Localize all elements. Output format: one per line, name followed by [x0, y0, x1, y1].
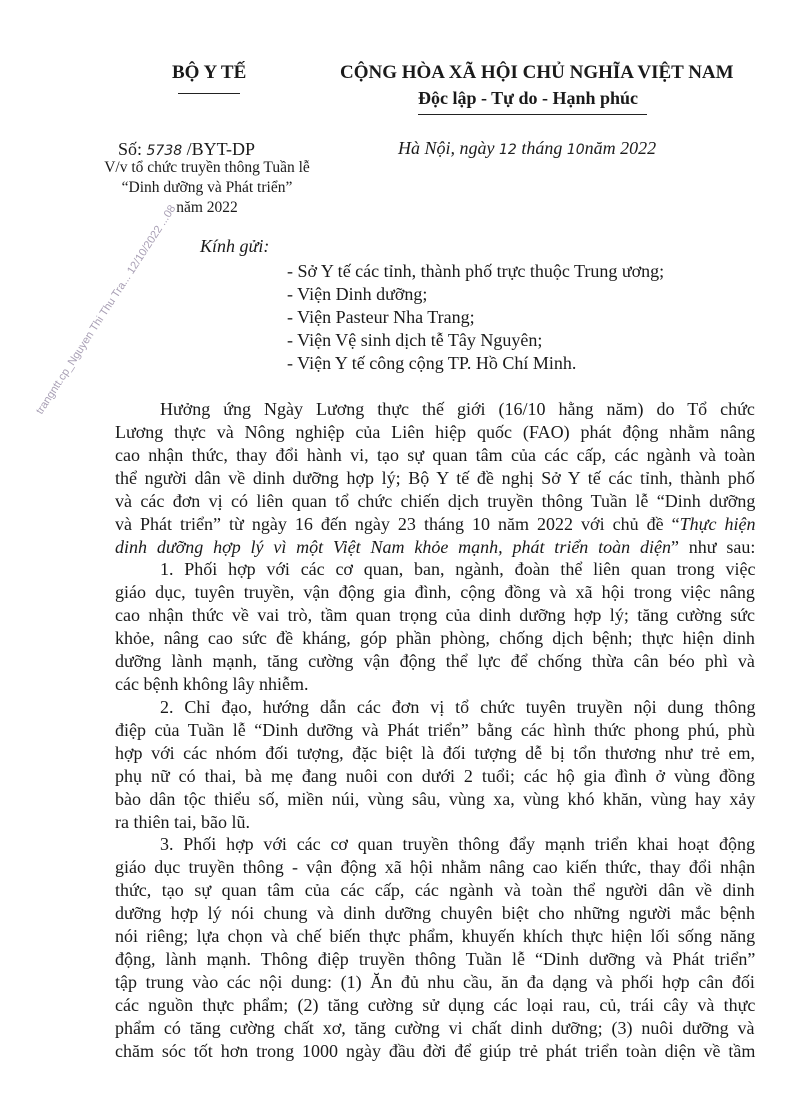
body-line: động, lành mạnh. Thông điệp truyền thông Tuần lễ “Dinh dưỡng và Phát triển”	[115, 949, 756, 969]
motto-underline	[418, 114, 647, 115]
body-line: các bệnh không lây nhiễm.	[115, 674, 309, 694]
number-suffix: /BYT-DP	[186, 139, 256, 159]
body-line: cao nhận thức về vai trò, tầm quan trọng của dinh dưỡng hợp lý; tăng cường sức	[115, 605, 755, 625]
body-line: các nguồn thực phẩm; (2) tăng cường sử dụng các loại rau, củ, trái cây và thực	[115, 995, 756, 1015]
body-line: phẩm có tăng cường chất xơ, tăng cường vi chất dinh dưỡng; (3) nuôi dưỡng và	[115, 1018, 755, 1038]
date-prefix: Hà Nội, ngày	[398, 138, 495, 158]
body-line: cao nhận thức, thay đổi hành vi, tạo sự quan tâm của các cấp, các ngành và toàn	[115, 445, 756, 465]
body-line	[115, 537, 755, 558]
subject-line: V/v tổ chức truyền thông Tuần lễ	[104, 159, 310, 176]
subject-line: năm 2022	[176, 199, 238, 216]
body-line: hợp với các nhóm đối tượng, đặc biệt là đối tượng dễ bị tổn thương như trẻ em,	[115, 743, 756, 763]
body-line: điệp của Tuần lễ “Dinh dưỡng và Phát triển” bằng các hình thức phong phú, phù	[115, 720, 755, 740]
date-mid: tháng	[521, 138, 563, 158]
date-suffix: năm 2022	[584, 138, 657, 158]
place-date	[398, 138, 656, 159]
body-line: 2. Chỉ đạo, hướng dẫn các đơn vị tổ chức tuyên truyền nội dung thông	[160, 697, 756, 717]
body-line: bào dân tộc thiểu số, miền núi, vùng sâu, vùng xa, vùng khó khăn, vùng hay xảy	[115, 789, 756, 809]
issuing-agency: BỘ Y TẾ	[172, 62, 247, 83]
campaign-theme: dinh dưỡng hợp lý vì một Việt Nam khỏe mạnh, phát triển toàn diện	[115, 537, 671, 557]
recipient-item: - Viện Vệ sinh dịch tễ Tây Nguyên;	[287, 330, 543, 350]
body-line: dưỡng lành mạnh, tăng cường vận động thể lực để chống thừa cân béo phì và	[115, 651, 755, 671]
agency-underline	[178, 93, 240, 94]
campaign-theme: Thực hiện	[679, 514, 756, 534]
body-line: dưỡng hợp lý nói chung và dinh dưỡng chuyên biệt cho những người mắc bệnh	[115, 903, 756, 923]
body-text: và Phát triển” từ ngày 16 đến ngày 23 tháng 10 năm 2022 với chủ đề “	[115, 514, 680, 534]
national-title: CỘNG HÒA XÃ HỘI CHỦ NGHĨA VIỆT NAM	[340, 62, 734, 83]
body-line: Lương thực và Nông nghiệp của Liên hiệp quốc (FAO) phát động nhằm nâng	[115, 422, 756, 442]
body-line: giáo dục, tuyên truyền, vận động gia đình, cộng đồng và xã hội trong việc nâng	[115, 582, 755, 602]
greeting: Kính gửi:	[200, 236, 270, 256]
recipient-item: - Viện Y tế công cộng TP. Hồ Chí Minh.	[287, 353, 577, 373]
body-line: khỏe, nâng cao sức đề kháng, góp phần phòng, chống dịch bệnh; thực hiện dinh	[115, 628, 755, 648]
recipient-item: - Viện Pasteur Nha Trang;	[287, 307, 475, 327]
body-line	[115, 514, 755, 535]
subject-line: “Dinh dưỡng và Phát triển”	[121, 179, 293, 196]
recipient-item: - Sở Y tế các tỉnh, thành phố trực thuộc Trung ương;	[287, 261, 665, 281]
body-line: ra thiên tai, bão lũ.	[115, 812, 250, 832]
date-day: 12	[499, 142, 517, 158]
number-value: 5738	[146, 143, 183, 159]
body-line: Hưởng ứng Ngày Lương thực thế giới (16/10 hằng năm) do Tổ chức	[160, 399, 755, 419]
body-line: phụ nữ có thai, bà mẹ đang nuôi con dưới 2 tuổi; các hộ gia đình ở vùng đồng	[115, 766, 755, 786]
date-month: 10	[566, 142, 585, 158]
body-line: chăm sóc tốt hơn trong 1000 ngày đầu đời để giúp trẻ phát triển toàn diện về tầm	[115, 1041, 756, 1061]
body-line: và các đơn vị có liên quan tổ chức chiến dịch truyền thông Tuần lễ “Dinh dưỡng	[115, 491, 756, 511]
document-number	[118, 139, 255, 160]
body-line: giáo dục truyền thông - vận động xã hội nhằm nâng cao kiến thức, thay đổi nhận	[115, 857, 756, 877]
body-line: nói riêng; lựa chọn và chế biến thực phẩm, khuyến khích thực hiện lối sống năng	[115, 926, 756, 946]
digital-stamp: trangntt.cp_Nguyen Thi Thu Tra... 12/10/2022 ...08	[34, 203, 179, 417]
body-line: 1. Phối hợp với các cơ quan, ban, ngành, đoàn thể liên quan trong việc	[160, 559, 756, 579]
number-prefix: Số:	[118, 139, 143, 159]
body-line: thức, tạo sự quan tâm của các cấp, các ngành và toàn thể người dân về dinh	[115, 880, 755, 900]
body-line: tập trung vào các nội dung: (1) Ăn đủ nhu cầu, ăn đa dạng và phối hợp cân đối	[115, 972, 755, 992]
national-motto: Độc lập - Tự do - Hạnh phúc	[418, 88, 639, 108]
body-line: thể người dân về dinh dưỡng hợp lý; Bộ Y tế đề nghị Sở Y tế các tỉnh, thành phố	[115, 468, 755, 488]
body-text: ” như sau:	[670, 537, 756, 557]
body-line: 3. Phối hợp với các cơ quan truyền thông đẩy mạnh triển khai hoạt động	[160, 834, 755, 854]
recipient-item: - Viện Dinh dưỡng;	[287, 284, 428, 304]
